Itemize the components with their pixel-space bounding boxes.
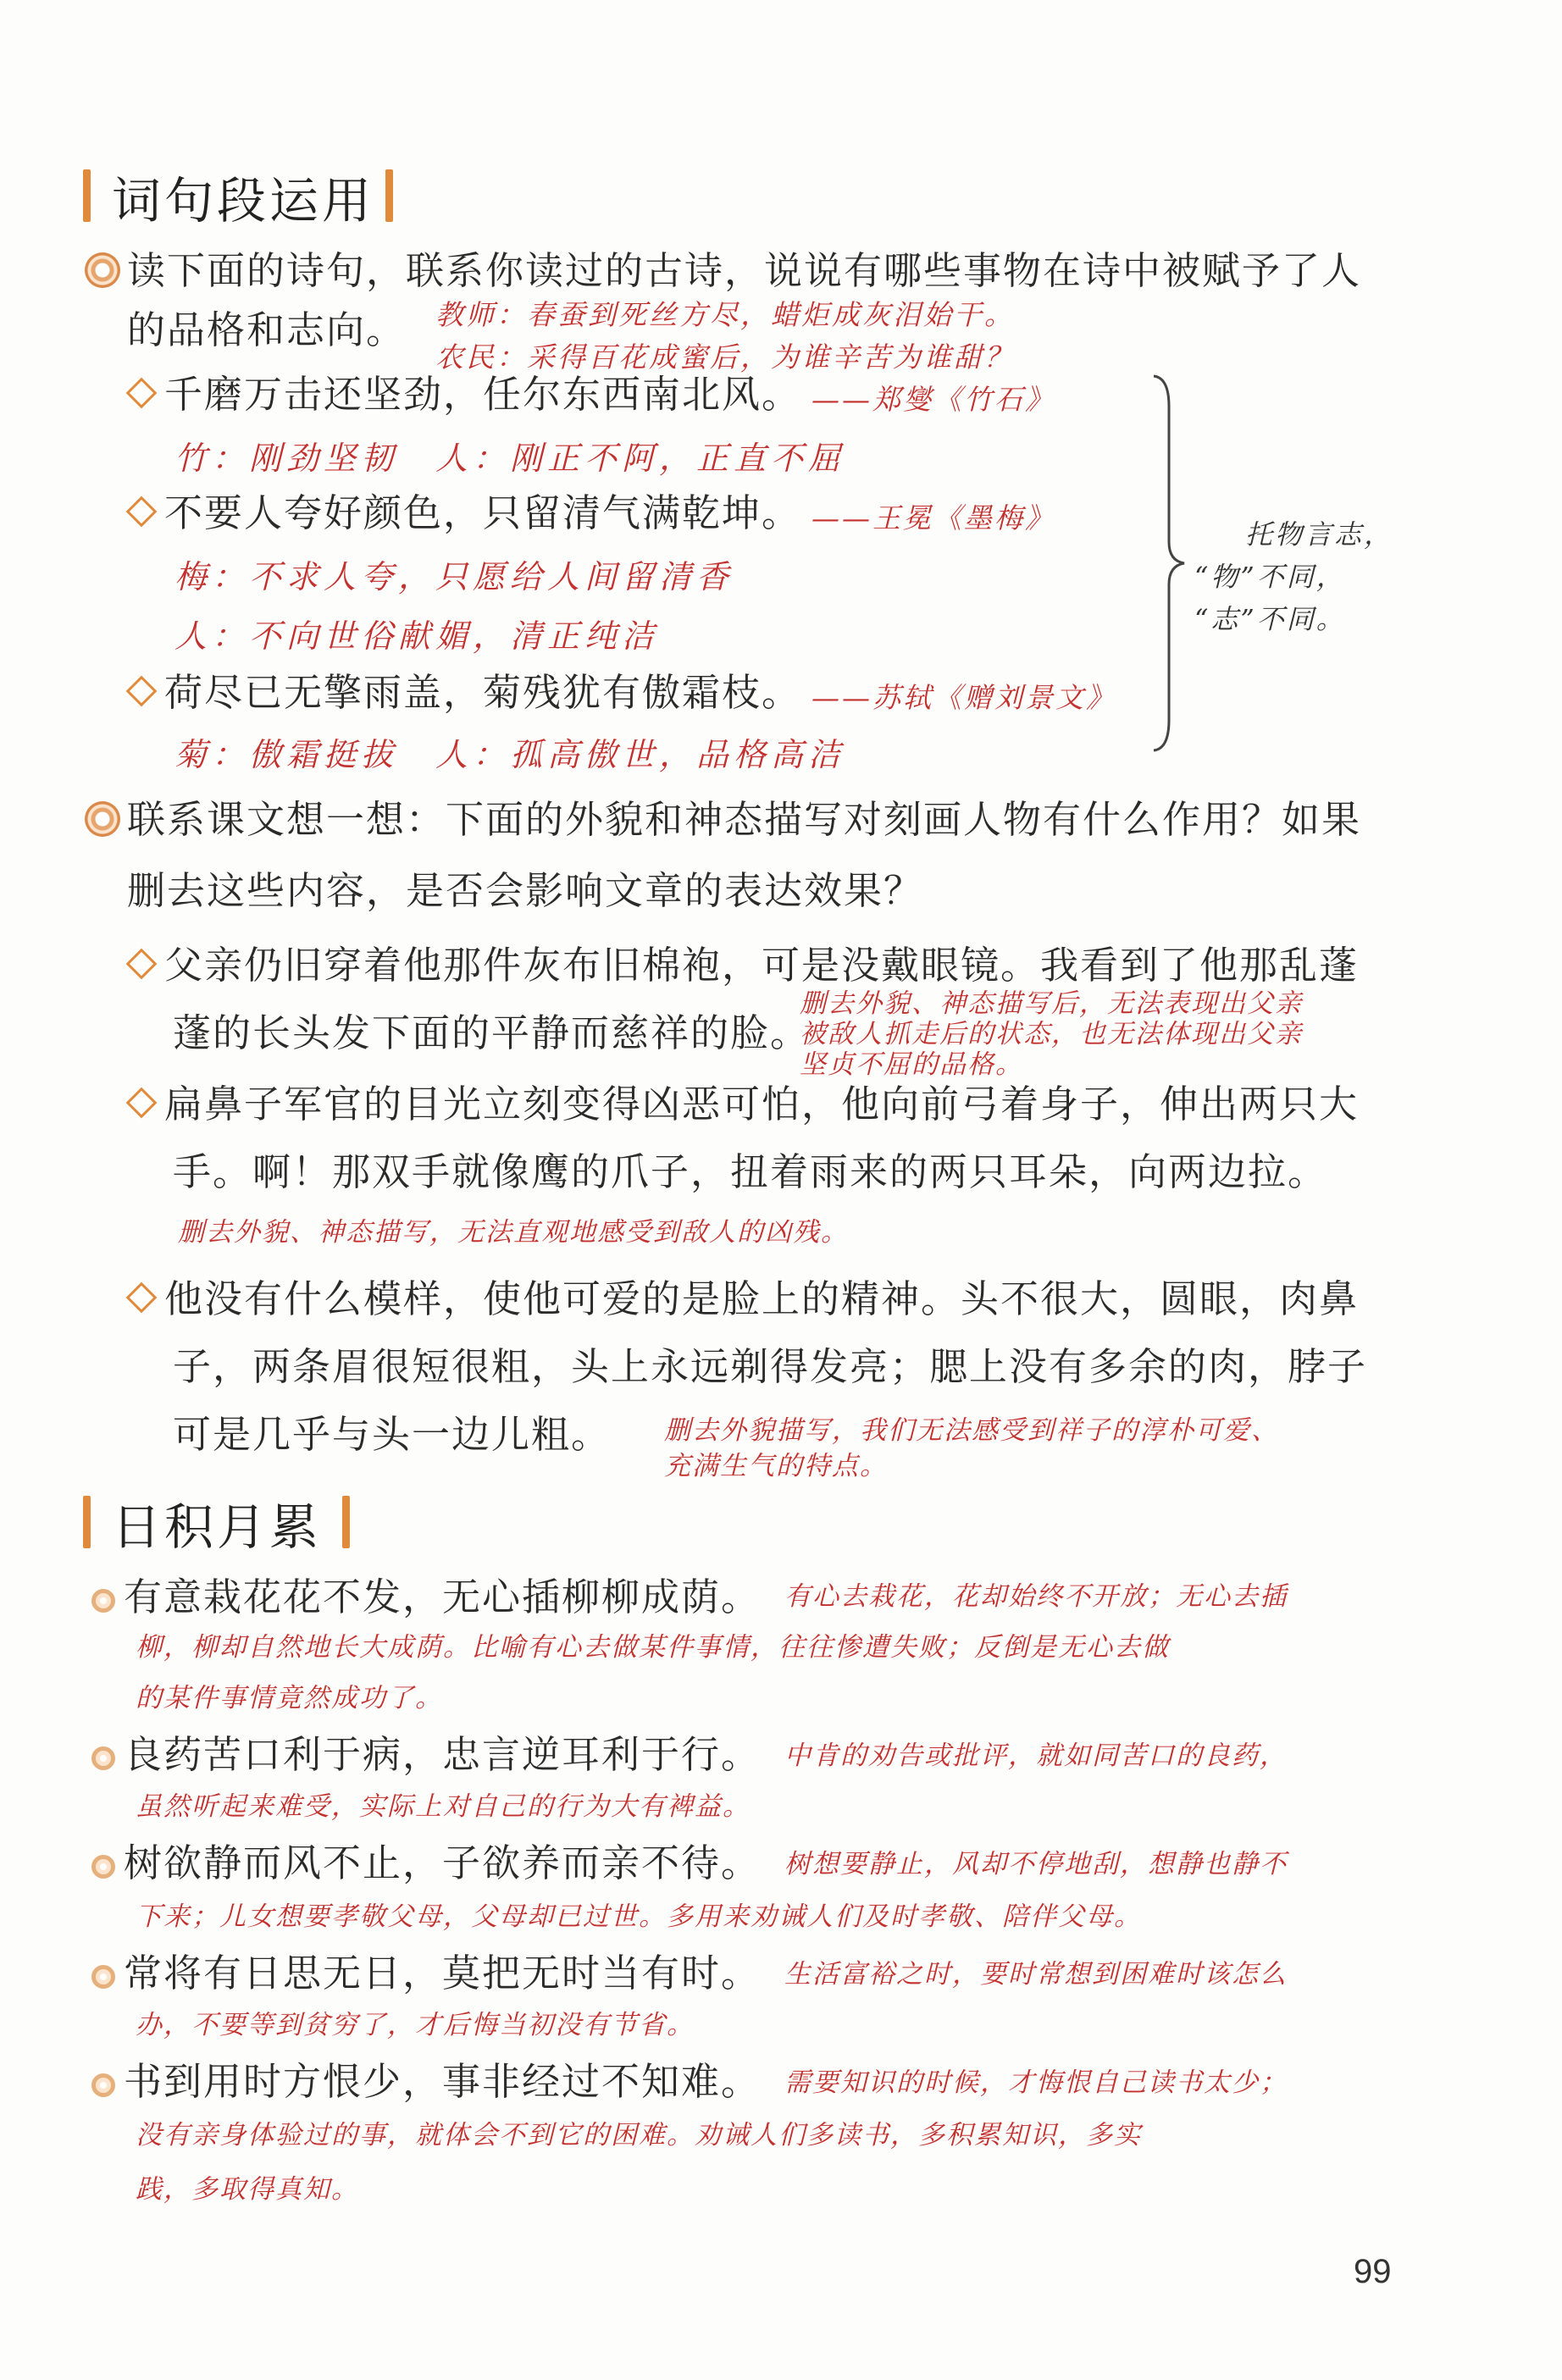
ring-bullet-icon — [91, 1965, 115, 1989]
q2-item-3-line2: 子，两条眉很短很粗，头上永远剃得发亮；腮上没有多余的肉，脖子 — [173, 1344, 1368, 1389]
q2-item-2-line1 — [127, 1077, 1359, 1132]
curly-brace — [1150, 373, 1193, 754]
proverb-4-text: 常将有日思无日，莫把无时当有时。 — [124, 1951, 762, 1995]
proverb-1-note-3: 的某件事情竟然成功了。 — [136, 1683, 443, 1713]
q2-item-1-answer-3: 坚贞不屈的品格。 — [800, 1049, 1023, 1080]
poem-2-source: ——王冕《墨梅》 — [811, 501, 1055, 534]
q2-item-3-answer-2: 充满生气的特点。 — [664, 1451, 888, 1481]
diamond-bullet-icon — [126, 496, 158, 528]
diamond-bullet-icon — [126, 949, 158, 980]
brace-note-2: “物”不同， — [1194, 561, 1346, 593]
diamond-bullet-icon — [126, 1088, 158, 1119]
ring-bullet-icon — [91, 2073, 115, 2097]
poem-1-text: 千磨万击还坚劲，任尔东西南北风。 — [164, 372, 802, 417]
q2-item-2-text-1: 扁鼻子军官的目光立刻变得凶恶可怕，他向前弓着身子，伸出两只大 — [164, 1082, 1360, 1126]
page-number: 99 — [1354, 2253, 1392, 2290]
proverb-5-note-1: 需要知识的时候，才悔恨自己读书太少； — [784, 2067, 1288, 2098]
proverb-5-text: 书到用时方恨少，事非经过不知难。 — [124, 2059, 762, 2104]
proverb-5-note-3: 践，多取得真知。 — [136, 2174, 359, 2205]
proverb-3-text: 树欲静而风不止，子欲养而亲不待。 — [124, 1840, 762, 1885]
proverb-5 — [91, 2055, 761, 2109]
proverb-2-note-1: 中肯的劝告或批评，就如同苦口的良药， — [784, 1741, 1288, 1771]
proverb-1 — [91, 1570, 761, 1624]
heading-bar-left — [83, 169, 91, 222]
diamond-bullet-icon — [126, 1282, 158, 1314]
poem-3-text: 荷尽已无擎雨盖，菊残犹有傲霜枝。 — [164, 670, 802, 715]
question-medal-icon — [85, 801, 120, 837]
poem-2-note-2: 人：不向世俗献媚，清正纯洁 — [174, 617, 660, 655]
proverb-5-note-2: 没有亲身体验过的事，就体会不到它的困难。劝诫人们多读书，多积累知识，多实 — [136, 2120, 1142, 2150]
ring-bullet-icon — [91, 1855, 115, 1879]
proverb-1-text: 有意栽花花不发，无心插柳柳成荫。 — [124, 1575, 762, 1619]
q1-line2: 的品格和志向。 — [127, 307, 407, 352]
proverb-4-note-2: 办，不要等到贫穷了，才后悔当初没有节省。 — [136, 2010, 695, 2040]
poem-3 — [127, 666, 801, 720]
q2-item-3-answer-1: 删去外貌描写，我们无法感受到祥子的淳朴可爱、 — [664, 1415, 1279, 1446]
poem-1 — [127, 368, 801, 422]
heading-bar-right — [342, 1496, 350, 1548]
poem-2-note-1: 梅：不求人夸，只愿给人间留清香 — [174, 558, 734, 595]
proverb-1-note-1: 有心去栽花，花却始终不开放；无心去插 — [784, 1581, 1288, 1612]
q2-line1: 联系课文想一想：下面的外貌和神态描写对刻画人物有什么作用？如果 — [127, 797, 1362, 842]
q2-item-1-line2: 蓬的长头发下面的平静而慈祥的脸。 — [173, 1010, 811, 1055]
diamond-bullet-icon — [126, 676, 158, 707]
q2-item-3-line3: 可是几乎与头一边儿粗。 — [173, 1412, 612, 1457]
q2-item-3-line1 — [127, 1272, 1359, 1326]
poem-1-source: ——郑燮《竹石》 — [811, 383, 1055, 416]
q2-item-1-line1 — [127, 938, 1359, 993]
q1-answer-farmer: 农民：采得百花成蜜后，为谁辛苦为谁甜？ — [435, 340, 1015, 374]
q1-answer-teacher: 教师：春蚕到死丝方尽，蜡炬成灰泪始干。 — [435, 298, 1015, 331]
proverb-4 — [91, 1946, 761, 2001]
heading-bar-right — [385, 169, 393, 222]
ring-bullet-icon — [91, 1746, 115, 1770]
q2-item-2-answer: 删去外貌、神态描写，无法直观地感受到敌人的凶残。 — [178, 1217, 849, 1248]
poem-3-note: 菊：傲霜挺拔 人：孤高傲世，品格高洁 — [174, 736, 846, 773]
section-title-1: 词句段运用 — [112, 172, 375, 230]
heading-bar-left — [83, 1496, 91, 1548]
q2-item-2-line2: 手。啊！那双手就像鹰的爪子，扭着雨来的两只耳朵，向两边拉。 — [173, 1149, 1328, 1194]
proverb-4-note-1: 生活富裕之时，要时常想到困难时该怎么 — [784, 1959, 1288, 1990]
brace-note-3: “志”不同。 — [1194, 603, 1346, 635]
section-title-2: 日积月累 — [112, 1498, 323, 1556]
proverb-2-text: 良药苦口利于病，忠言逆耳利于行。 — [124, 1732, 762, 1777]
proverb-3-note-1: 树想要静止，风却不停地刮，想静也静不 — [784, 1849, 1288, 1879]
proverb-2-note-2: 虽然听起来难受，实际上对自己的行为大有裨益。 — [136, 1791, 751, 1822]
q2-item-1-answer-1: 删去外貌、神态描写后，无法表现出父亲 — [800, 988, 1303, 1019]
poem-2 — [127, 486, 801, 540]
poem-3-source: ——苏轼《赠刘景文》 — [811, 681, 1116, 714]
q2-item-1-answer-2: 被敌人抓走后的状态，也无法体现出父亲 — [800, 1019, 1303, 1049]
poem-1-note: 竹：刚劲坚韧 人：刚正不阿，正直不屈 — [174, 440, 846, 477]
proverb-2 — [91, 1728, 761, 1782]
ring-bullet-icon — [91, 1589, 115, 1613]
diamond-bullet-icon — [126, 378, 158, 409]
poem-2-text: 不要人夸好颜色，只留清气满乾坤。 — [164, 490, 802, 535]
proverb-3-note-2: 下来；儿女想要孝敬父母，父母却已过世。多用来劝诫人们及时孝敬、陪伴父母。 — [136, 1901, 1142, 1932]
proverb-1-note-2: 柳，柳却自然地长大成荫。比喻有心去做某件事情，往往惨遭失败；反倒是无心去做 — [136, 1632, 1170, 1663]
q1-line1: 读下面的诗句，联系你读过的古诗，说说有哪些事物在诗中被赋予了人 — [127, 248, 1362, 293]
q2-item-3-text-1: 他没有什么模样，使他可爱的是脸上的精神。头不很大，圆眼，肉鼻 — [164, 1276, 1360, 1321]
q2-item-1-text-1: 父亲仍旧穿着他那件灰布旧棉袍，可是没戴眼镜。我看到了他那乱蓬 — [164, 943, 1360, 988]
question-medal-icon — [85, 252, 120, 288]
q2-line2: 删去这些内容，是否会影响文章的表达效果？ — [127, 868, 924, 913]
brace-note-1: 托物言志， — [1245, 518, 1394, 551]
proverb-3 — [91, 1836, 761, 1890]
